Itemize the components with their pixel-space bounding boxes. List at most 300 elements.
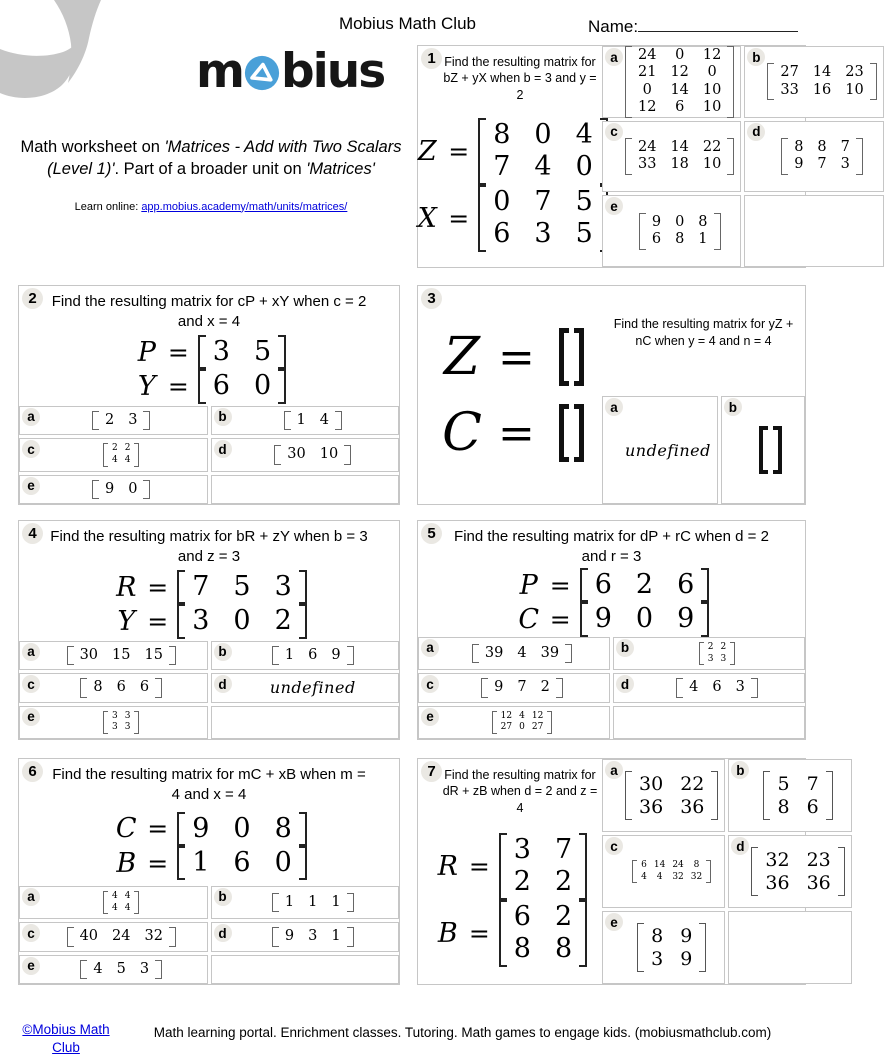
answer-letter-badge: b	[616, 639, 634, 657]
answer-cell-blank	[211, 955, 400, 984]
matrix-cells	[206, 335, 278, 369]
matrix-right-bracket	[727, 138, 734, 175]
matrix-cells	[758, 847, 837, 897]
matrix	[472, 644, 572, 663]
name-field	[588, 14, 798, 37]
answer-option-e	[602, 911, 725, 984]
matrix-entry: 4	[517, 644, 527, 661]
matrix	[177, 604, 307, 638]
worksheet-description	[20, 136, 402, 214]
footer-copyright	[14, 1021, 118, 1056]
matrix-entry: 3	[720, 653, 727, 664]
matrix-entry: 1	[284, 646, 295, 663]
matrix-right-bracket	[169, 927, 176, 946]
matrix-left-bracket	[177, 570, 185, 604]
matrix-variable-name: B	[437, 917, 458, 949]
matrix-entry: 12	[531, 710, 544, 721]
equals-sign: =	[147, 572, 169, 602]
equals-sign: =	[448, 203, 470, 233]
matrix-variable-name: X	[417, 202, 437, 234]
matrix	[763, 771, 832, 821]
matrix-right-bracket	[299, 570, 307, 604]
matrix-entry: 12	[500, 710, 513, 721]
matrix-entry: 27	[780, 64, 799, 81]
given-matrix-formula	[426, 327, 602, 387]
matrix-left-bracket	[481, 678, 488, 697]
matrix-entry: 0	[274, 846, 292, 878]
given-matrix-formula	[111, 846, 307, 880]
question-prompt: Find the resulting matrix for dP + rC when d = 2 and r = 3	[454, 528, 769, 565]
matrix-right-bracket	[347, 893, 354, 912]
equals-sign: =	[167, 337, 189, 367]
answer-cell-blank	[613, 706, 805, 739]
matrix-cells	[774, 63, 869, 100]
matrix-entry: 1	[192, 846, 210, 878]
matrix-left-bracket	[274, 445, 281, 464]
answer-cell-blank	[211, 706, 400, 739]
matrix-entry: 0	[534, 119, 552, 151]
matrix-entry: 6	[651, 231, 662, 248]
matrix-entry: 8	[675, 231, 685, 248]
matrix-entry: 3	[128, 411, 138, 428]
matrix-cells	[74, 927, 169, 946]
answer-option-b	[211, 641, 400, 670]
matrix-entry: 4	[124, 890, 131, 901]
matrix-entry: 36	[765, 871, 790, 894]
answer-letter-badge: e	[22, 708, 40, 726]
matrix-entry: 5	[777, 772, 790, 795]
question-box-6	[18, 758, 400, 985]
matrix-entry: 3	[124, 722, 131, 733]
equals-sign: =	[147, 607, 169, 637]
matrix-entry: 3	[651, 947, 664, 970]
equals-sign: =	[448, 136, 470, 166]
matrix-cells	[497, 711, 548, 734]
answer-option-d	[728, 835, 851, 908]
given-matrix-formula	[514, 568, 710, 602]
answer-option-b	[613, 637, 805, 670]
matrix-left-bracket	[767, 63, 774, 100]
matrix-left-bracket	[67, 646, 74, 665]
matrix	[625, 138, 734, 175]
matrix-entry: 32	[672, 871, 684, 882]
matrix-right-bracket	[155, 678, 162, 697]
answer-grid	[602, 759, 831, 984]
matrix-entry: 8	[693, 859, 700, 870]
matrix-left-bracket	[763, 771, 770, 821]
matrix-entry: 33	[780, 81, 799, 98]
learn-online-label: Learn online:	[74, 200, 139, 213]
matrix-entry: 40	[79, 928, 99, 945]
matrix-entry: 6	[308, 646, 318, 663]
matrix-left-bracket	[478, 185, 486, 252]
matrix-right-bracket	[826, 771, 833, 821]
question-box-5	[417, 520, 806, 740]
given-matrix-formula	[111, 812, 307, 846]
matrix-entry: 4	[124, 902, 131, 913]
matrix-entry: 30	[287, 446, 306, 463]
matrix-entry: 7	[840, 139, 850, 156]
matrix-right-bracket	[727, 46, 734, 118]
matrix-right-bracket	[838, 847, 845, 897]
matrix-entry: 5	[575, 218, 593, 250]
matrix-left-bracket	[781, 138, 788, 175]
matrix-entry: 32	[144, 928, 163, 945]
matrix-entry: 36	[806, 871, 831, 894]
matrix-entry: 16	[812, 81, 832, 98]
matrix-cells	[632, 138, 727, 175]
matrix-entry: 2	[554, 900, 573, 932]
matrix-entry: 3	[124, 710, 131, 721]
matrix	[637, 923, 706, 973]
answer-letter-badge: b	[214, 408, 232, 426]
worksheet-topic: 'Matrices - Add with Two Scalars (Level 1)'	[47, 138, 402, 179]
matrix-entry: 12	[702, 47, 722, 64]
question-prompt: Find the resulting matrix for mC + xB when m = 4 and x = 4	[52, 766, 366, 803]
matrix-right-bracket	[730, 642, 735, 665]
given-matrix-formula	[412, 185, 608, 252]
matrix-entry: 0	[253, 370, 272, 402]
matrix-cells	[281, 445, 344, 464]
matrix-entry: 33	[638, 156, 657, 173]
given-matrix-formula	[412, 118, 608, 185]
answer-letter-badge: b	[214, 888, 232, 906]
answer-letter-badge: c	[22, 924, 40, 942]
matrix-entry: 8	[794, 139, 804, 156]
matrix-entry: 9	[105, 480, 115, 497]
matrix-right-bracket	[556, 678, 563, 697]
answer-letter-badge: e	[605, 913, 623, 931]
answer-option-a	[602, 396, 718, 504]
matrix-right-bracket	[870, 63, 877, 100]
learn-online-link[interactable]: app.mobius.academy/math/units/matrices/	[141, 200, 348, 213]
matrix-entry: 2	[124, 443, 131, 454]
matrix-entry: 2	[540, 679, 550, 696]
matrix	[103, 711, 139, 734]
matrix-left-bracket	[637, 923, 644, 973]
matrix-cells	[637, 860, 706, 883]
matrix-variable-name: P	[137, 336, 156, 368]
matrix-entry: 4	[689, 679, 699, 696]
matrix-cells	[185, 846, 299, 880]
matrix-entry: 4	[112, 454, 118, 465]
matrix-entry: 7	[817, 156, 827, 173]
question-number-badge: 2	[22, 288, 43, 309]
matrix-entry: 6	[513, 900, 531, 932]
matrix	[580, 602, 710, 636]
matrix-entry: 3	[735, 679, 745, 696]
matrix	[478, 185, 608, 252]
answer-option-a	[418, 637, 610, 670]
matrix-variable-name: Y	[117, 606, 136, 638]
copyright-link[interactable]: ©Mobius Math Club	[22, 1022, 110, 1055]
logo-text-start: m	[196, 44, 243, 99]
matrix-entry: 0	[642, 81, 652, 98]
matrix-entry: 10	[702, 99, 722, 116]
matrix-entry: 2	[274, 605, 292, 637]
matrix-entry: 7	[806, 772, 819, 795]
given-matrix-formula	[433, 900, 587, 967]
answer-option-c	[19, 438, 208, 471]
matrix-entry: 5	[575, 185, 593, 217]
matrix-cells	[87, 678, 155, 697]
empty-left-bracket	[559, 328, 569, 386]
matrix-left-bracket	[198, 335, 206, 369]
answer-option-a	[19, 641, 208, 670]
answer-option-e	[19, 706, 208, 739]
answer-option-c	[602, 835, 725, 908]
question-prompt: Find the resulting matrix for cP + xY when c = 2 and x = 4	[51, 293, 367, 330]
question-prompt: Find the resulting matrix for dR + zB when d = 2 and z = 4	[442, 768, 598, 815]
answer-letter-badge: c	[22, 440, 40, 458]
name-label: Name:	[588, 17, 639, 36]
matrix	[580, 568, 710, 602]
matrix-cells	[185, 570, 299, 604]
matrix-entry: 7	[192, 571, 210, 603]
matrix-entry: 32	[690, 871, 703, 882]
answer-letter-badge: e	[22, 477, 40, 495]
matrix-entry: 9	[680, 947, 693, 970]
matrix-cells	[185, 812, 299, 846]
answer-option-a	[602, 759, 725, 832]
matrix-right-bracket	[155, 960, 162, 979]
equals-sign: =	[468, 918, 490, 948]
matrix-entry: 5	[233, 571, 251, 603]
empty-matrix-symbol	[559, 404, 584, 462]
equals-sign: =	[147, 848, 169, 878]
matrix-entry: 0	[675, 213, 685, 230]
matrix-left-bracket	[177, 846, 185, 880]
matrix-entry: 7	[554, 834, 573, 866]
question-number-badge: 5	[421, 523, 442, 544]
answer-letter-badge: e	[22, 957, 40, 975]
answer-letter-badge: a	[22, 643, 40, 661]
learn-online-line	[20, 200, 402, 215]
matrix-variable-name: B	[116, 847, 137, 879]
matrix-cells	[632, 46, 727, 118]
matrix-right-bracket	[347, 927, 354, 946]
matrix-entry: 18	[670, 156, 689, 173]
matrix-entry: 21	[638, 64, 657, 81]
question-left-column	[418, 46, 602, 267]
matrix-right-bracket	[701, 602, 709, 636]
matrix-entry: 6	[233, 846, 251, 878]
matrix-entry: 10	[702, 81, 722, 98]
matrix-entry: 0	[519, 722, 525, 733]
matrix-entry: 0	[635, 603, 654, 635]
matrix-entry: 9	[331, 646, 341, 663]
matrix-entry: 14	[653, 859, 666, 870]
matrix-entry: 6	[677, 569, 695, 601]
matrix-right-bracket	[711, 771, 718, 821]
matrix-left-bracket	[198, 369, 206, 403]
answer-option-a	[19, 886, 208, 919]
matrix-right-bracket	[143, 480, 150, 499]
answer-grid	[418, 637, 805, 739]
matrix-right-bracket	[299, 846, 307, 880]
matrix-left-bracket	[80, 960, 87, 979]
answer-letter-badge: d	[214, 440, 232, 458]
matrix-entry: 6	[116, 679, 126, 696]
matrix-cells	[185, 604, 299, 638]
matrix	[272, 927, 354, 946]
matrix	[781, 138, 863, 175]
matrix-entry: 14	[670, 81, 689, 98]
given-matrix-formula	[426, 403, 602, 463]
matrix-right-bracket	[579, 900, 587, 967]
matrix	[284, 411, 342, 430]
matrix-cells	[74, 646, 169, 665]
matrix	[632, 860, 711, 883]
matrix-variable-name: C	[442, 403, 482, 463]
matrix-entry: 4	[534, 151, 552, 183]
matrix-left-bracket	[499, 833, 507, 900]
answer-grid	[602, 396, 805, 504]
matrix-cells	[588, 568, 702, 602]
answer-letter-badge: b	[214, 643, 232, 661]
equals-sign: =	[549, 605, 571, 635]
answer-letter-badge: a	[421, 639, 439, 657]
answer-option-b	[744, 46, 883, 118]
matrix-right-bracket	[579, 833, 587, 900]
equals-sign: =	[549, 570, 571, 600]
answer-option-e	[19, 955, 208, 984]
matrix-entry: 4	[319, 411, 329, 428]
answer-letter-badge: e	[605, 197, 623, 215]
matrix-entry: 3	[139, 960, 150, 977]
matrix-entry: 8	[777, 795, 790, 818]
matrix-cells	[488, 678, 556, 697]
matrix-entry: 39	[484, 644, 504, 661]
matrix-cells	[646, 213, 714, 250]
matrix-entry: 24	[112, 928, 131, 945]
answer-option-c	[19, 673, 208, 702]
matrix-left-bracket	[478, 118, 486, 185]
answer-option-c	[602, 121, 741, 193]
question-right-column	[602, 286, 805, 504]
matrix-entry: 4	[575, 119, 593, 151]
matrix	[177, 846, 307, 880]
matrix-entry: 9	[594, 603, 612, 635]
matrix-cells	[279, 927, 347, 946]
matrix-right-bracket	[699, 923, 706, 973]
matrix-right-bracket	[278, 335, 286, 369]
matrix	[499, 900, 587, 967]
given-matrix-formula	[111, 604, 307, 638]
matrix-left-bracket	[67, 927, 74, 946]
answer-letter-badge: b	[731, 761, 749, 779]
matrix-entry: 6	[139, 679, 150, 696]
matrix-cells	[788, 138, 856, 175]
matrix-entry: 24	[638, 47, 657, 64]
matrix-entry: 22	[680, 772, 705, 795]
answer-letter-badge: a	[605, 48, 623, 66]
answer-letter-badge: c	[605, 837, 623, 855]
matrix-cells	[770, 771, 825, 821]
matrix-entry: 9	[677, 603, 695, 635]
given-matrices	[418, 286, 602, 504]
matrix-entry: 0	[233, 812, 251, 844]
given-matrix-formula	[433, 833, 587, 900]
answer-option-c	[418, 673, 610, 702]
matrix-entry: 3	[192, 605, 210, 637]
matrix	[103, 891, 139, 914]
matrix-entry: 2	[105, 411, 115, 428]
answer-cell-blank	[211, 475, 400, 504]
matrix-entry: 4	[124, 454, 131, 465]
undefined-answer-text: undefined	[269, 678, 356, 698]
question-prompt: Find the resulting matrix for bZ + yX when b = 3 and y = 2	[443, 55, 597, 102]
matrix-right-bracket	[856, 138, 863, 175]
empty-matrix-symbol	[559, 328, 584, 386]
empty-left-bracket	[559, 404, 569, 462]
matrix-left-bracket	[676, 678, 683, 697]
answer-option-d	[211, 922, 400, 951]
matrix-right-bracket	[299, 812, 307, 846]
answer-letter-badge: a	[605, 761, 623, 779]
matrix-entry: 1	[698, 231, 708, 248]
answer-option-d	[744, 121, 883, 193]
matrix-entry: 4	[112, 890, 118, 901]
matrix-entry: 1	[331, 893, 341, 910]
matrix-entry: 0	[493, 185, 511, 217]
question-box-1	[417, 45, 864, 268]
matrix-left-bracket	[92, 411, 99, 430]
matrix-entry: 3	[840, 156, 850, 173]
matrix-entry: 6	[594, 569, 612, 601]
matrix-entry: 27	[531, 722, 544, 733]
matrix	[80, 678, 162, 697]
matrix-cells	[108, 891, 134, 914]
matrix-variable-name: C	[115, 813, 137, 845]
matrix-left-bracket	[177, 812, 185, 846]
answer-letter-badge: d	[616, 675, 634, 693]
matrix-cells	[99, 411, 143, 430]
answer-letter-badge: d	[747, 123, 765, 141]
matrix	[699, 642, 735, 665]
answer-grid	[19, 641, 399, 739]
matrix-entry: 4	[93, 960, 103, 977]
matrix	[499, 833, 587, 900]
answer-grid	[19, 406, 399, 504]
matrix-left-bracket	[272, 927, 279, 946]
matrix-variable-name: C	[518, 604, 540, 636]
matrix-entry: 0	[233, 605, 251, 637]
matrix	[478, 118, 608, 185]
matrix-cells	[704, 642, 730, 665]
matrix-entry: 3	[212, 336, 230, 368]
answer-letter-badge: c	[421, 675, 439, 693]
matrix-entry: 24	[672, 859, 684, 870]
matrix-entry: 2	[513, 866, 531, 898]
matrix	[274, 445, 351, 464]
matrix-entry: 3	[707, 653, 714, 664]
matrix-entry: 7	[517, 679, 527, 696]
given-matrix-formula	[132, 335, 286, 369]
matrix-left-bracket	[625, 46, 632, 118]
answer-option-e	[19, 475, 208, 504]
matrix-entry: 9	[794, 156, 804, 173]
answer-option-e	[418, 706, 610, 739]
matrix-entry: 7	[534, 185, 552, 217]
matrix-cells	[291, 411, 335, 430]
matrix-entry: 0	[675, 47, 685, 64]
matrix-entry: 39	[540, 644, 560, 661]
matrix-right-bracket	[299, 604, 307, 638]
empty-right-bracket	[773, 426, 782, 474]
matrix-right-bracket	[143, 411, 150, 430]
matrix-entry: 32	[765, 848, 790, 871]
